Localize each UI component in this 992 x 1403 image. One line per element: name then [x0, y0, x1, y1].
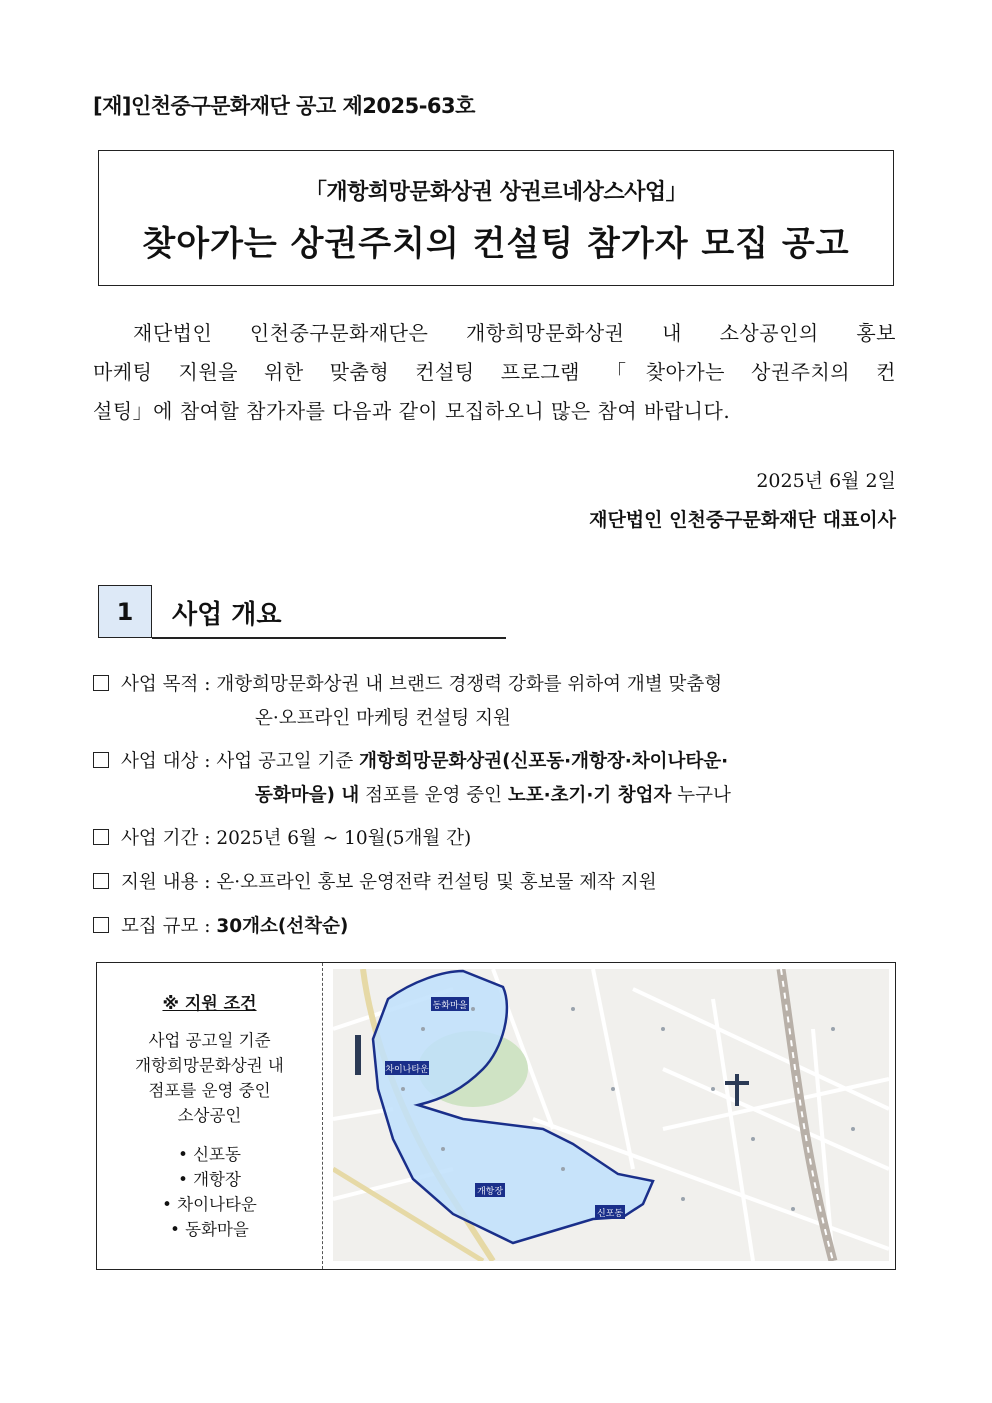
condition-line: 개항희망문화상권 내	[135, 1056, 284, 1075]
section-title: 사업 개요	[172, 600, 282, 630]
support-condition-box	[96, 962, 896, 1270]
item-label: 모집 규모 :	[121, 916, 217, 937]
intro-line-1: 재단법인 인천중구문화재단은 개항희망문화상권 내 소상공인의 홍보	[133, 321, 896, 345]
item-period	[93, 822, 471, 856]
item-label: 지원 내용 :	[121, 872, 217, 893]
area-item: • 개항장	[97, 1167, 322, 1192]
item-text: 온·오프라인 홍보 운영전략 컨설팅 및 홍보물 제작 지원	[216, 872, 657, 893]
district-map	[333, 969, 889, 1261]
area-item: • 동화마을	[97, 1217, 322, 1242]
label-sinpo-text: 신포동	[596, 1209, 624, 1219]
item-target	[93, 745, 731, 806]
district-map-graphic	[333, 969, 889, 1261]
label-sinpo	[595, 1205, 625, 1219]
intro-line-3: 설팅」에 참여할 참가자를 다음과 같이 모집하오니 많은 참여 바랍니다.	[93, 399, 731, 423]
condition-line: 소상공인	[177, 1106, 242, 1125]
checkbox-square-icon	[93, 829, 109, 845]
item-text-bold: 노포·초기·기 창업자	[507, 785, 672, 806]
label-gaehang	[475, 1183, 505, 1197]
item-text-bold: 30개소(선착순)	[216, 916, 349, 937]
checkbox-square-icon	[93, 675, 109, 691]
item-label: 사업 기간 :	[121, 828, 217, 849]
item-text: 2025년 6월 ~ 10월(5개월 간)	[216, 828, 472, 849]
condition-line: 사업 공고일 기준	[148, 1031, 271, 1050]
item-support-content	[93, 866, 657, 900]
checkbox-square-icon	[93, 873, 109, 889]
item-purpose	[93, 668, 723, 729]
section-number: 1	[98, 585, 152, 638]
area-list	[97, 1142, 322, 1242]
organization-signature: 재단법인 인천중구문화재단 대표이사	[589, 509, 896, 531]
intro-line-2: 마케팅 지원을 위한 맞춤형 컨설팅 프로그램 「찾아가는 상권주치의 컨	[93, 360, 896, 384]
notice-date: 2025년 6월 2일	[756, 470, 896, 492]
area-item: • 신포동	[97, 1142, 322, 1167]
item-text: 누구나	[671, 785, 731, 806]
label-donghwa-text: 동화마을	[432, 1001, 468, 1011]
item-text: 사업 공고일 기준	[216, 751, 360, 772]
label-donghwa	[431, 997, 469, 1011]
condition-title: ※ 지원 조건	[162, 994, 257, 1014]
item-text-bold: 개항희망문화상권(신포동·개항장·차이나타운·	[359, 751, 729, 772]
district-boundary	[373, 971, 653, 1243]
label-gaehang-text: 개항장	[476, 1187, 504, 1197]
support-condition-panel	[97, 963, 323, 1269]
item-label: 사업 대상 :	[121, 751, 217, 772]
condition-description	[97, 1028, 322, 1128]
area-item: • 차이나타운	[97, 1192, 322, 1217]
checkbox-square-icon	[93, 917, 109, 933]
station-marker-icon	[355, 1035, 361, 1075]
notice-number: [재]인천중구문화재단 공고 제2025-63호	[93, 94, 475, 118]
condition-line: 점포를 운영 중인	[148, 1081, 271, 1100]
title-main: 찾아가는 상권주치의 컨설팅 참가자 모집 공고	[142, 224, 850, 264]
item-text: 점포를 운영 중인	[359, 785, 508, 806]
item-text: 개항희망문화상권 내 브랜드 경쟁력 강화를 위하여 개별 맞춤형	[216, 674, 723, 695]
label-chinatown-text: 차이나타운	[385, 1065, 429, 1075]
intro-paragraph	[93, 314, 896, 431]
item-label: 사업 목적 :	[121, 674, 217, 695]
title-box	[98, 150, 894, 286]
section-underline	[152, 637, 506, 639]
item-recruit-size	[93, 910, 348, 944]
item-text-bold: 동화마을) 내	[255, 785, 360, 806]
item-text-continued: 온·오프라인 마케팅 컨설팅 지원	[255, 708, 511, 729]
item-text-continued	[255, 779, 731, 813]
checkbox-square-icon	[93, 752, 109, 768]
label-chinatown	[385, 1061, 429, 1075]
title-subtitle: 「개항희망문화상권 상권르네상스사업」	[304, 180, 688, 205]
